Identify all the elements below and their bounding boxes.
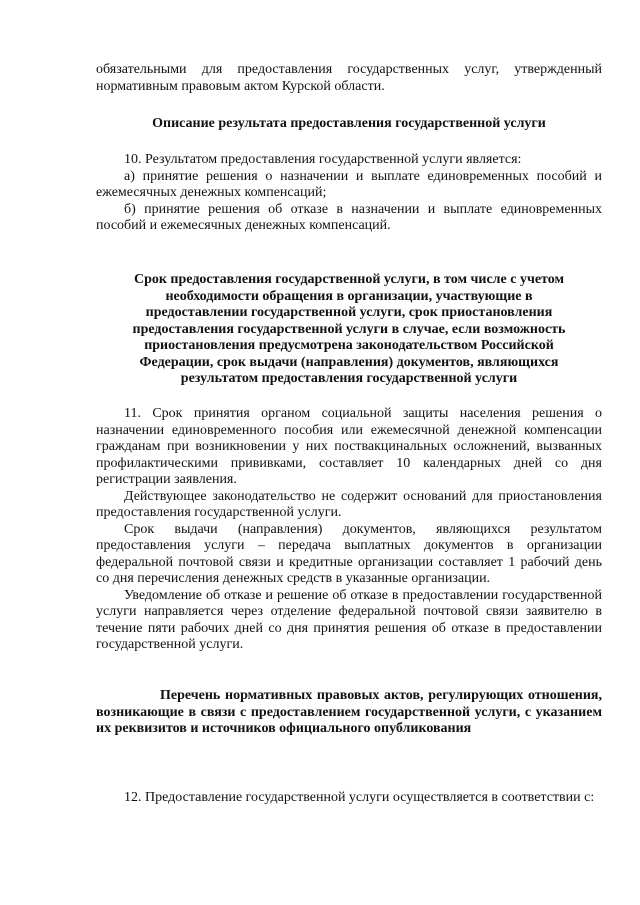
heading-term-line-7: результатом предоставления государственной услуги (180, 371, 518, 386)
heading-term-line-5: приостановления предусмотрена законодательством Российской (144, 338, 554, 353)
intro-line-2: нормативным правовым актом Курской области. (96, 78, 385, 94)
intro-line-1: обязательными для предоставления государственных услуг, утвержденный (96, 62, 602, 77)
paragraph-issue-term: Срок выдачи (направления) документов, являющихся результатом предоставления услуги – передача выплатных документов в организации федеральной почтовой связи и кредитные организации составляет 1 рабочий день со дня перечисления денежных средств в указанные организации. (96, 521, 602, 586)
heading-term-line-6: Федерации, срок выдачи (направления) документов, являющихся (139, 354, 559, 370)
heading-term-line-1: Срок предоставления государственной услуги, в том числе с учетом (133, 272, 565, 287)
heading-acts-text: Перечень нормативных правовых актов, регулирующих отношения, возникающие в связи с предоставлением государственной услуги, с указанием их реквизитов и источников официального опубликования (96, 688, 602, 736)
paragraph-10a: а) принятие решения о назначении и выплате единовременных пособий и ежемесячных денежных компенсаций; (96, 168, 602, 200)
heading-term-line-4: предоставления государственной услуги в случае, если возможность (132, 321, 566, 337)
heading-acts (96, 688, 602, 738)
paragraph-10b: б) принятие решения об отказе в назначении и выплате единовременных пособий и ежемесячных денежных компенсаций. (96, 201, 602, 233)
paragraph-10: 10. Результатом предоставления государственной услуги является: (124, 152, 522, 167)
intro-paragraph (96, 62, 602, 95)
heading-term (96, 272, 602, 388)
paragraph-11: 11. Срок принятия органом социальной защиты населения решения о назначении единовременного пособия или ежемесячной денежной компенсации гражданам при возникновении у них поствакцинальных осложнений, вызванных профилактическими прививками, составляет 10 календарных дней со дня регистрации заявления. (96, 406, 602, 487)
term-section (96, 406, 602, 654)
paragraph-refusal-notice: Уведомление об отказе и решение об отказе в предоставлении государственной услуги направляется через отделение федеральной почтовой связи заявителю в течение пяти рабочих дней со дня принятия решения об отказе в предоставлении государственной услуги. (96, 587, 602, 652)
acts-section (96, 790, 602, 807)
paragraph-12: 12. Предоставление государственной услуги осуществляется в соответствии с: (124, 790, 595, 805)
paragraph-no-suspension: Действующее законодательство не содержит оснований для приостановления предоставления государственной услуги. (96, 488, 602, 520)
heading-result: Описание результата предоставления государственной услуги (152, 116, 546, 131)
result-section (96, 152, 602, 235)
heading-term-line-2: необходимости обращения в организации, участвующие в (165, 288, 533, 304)
heading-term-line-3: предоставлении государственной услуги, срок приостановления (145, 305, 553, 320)
